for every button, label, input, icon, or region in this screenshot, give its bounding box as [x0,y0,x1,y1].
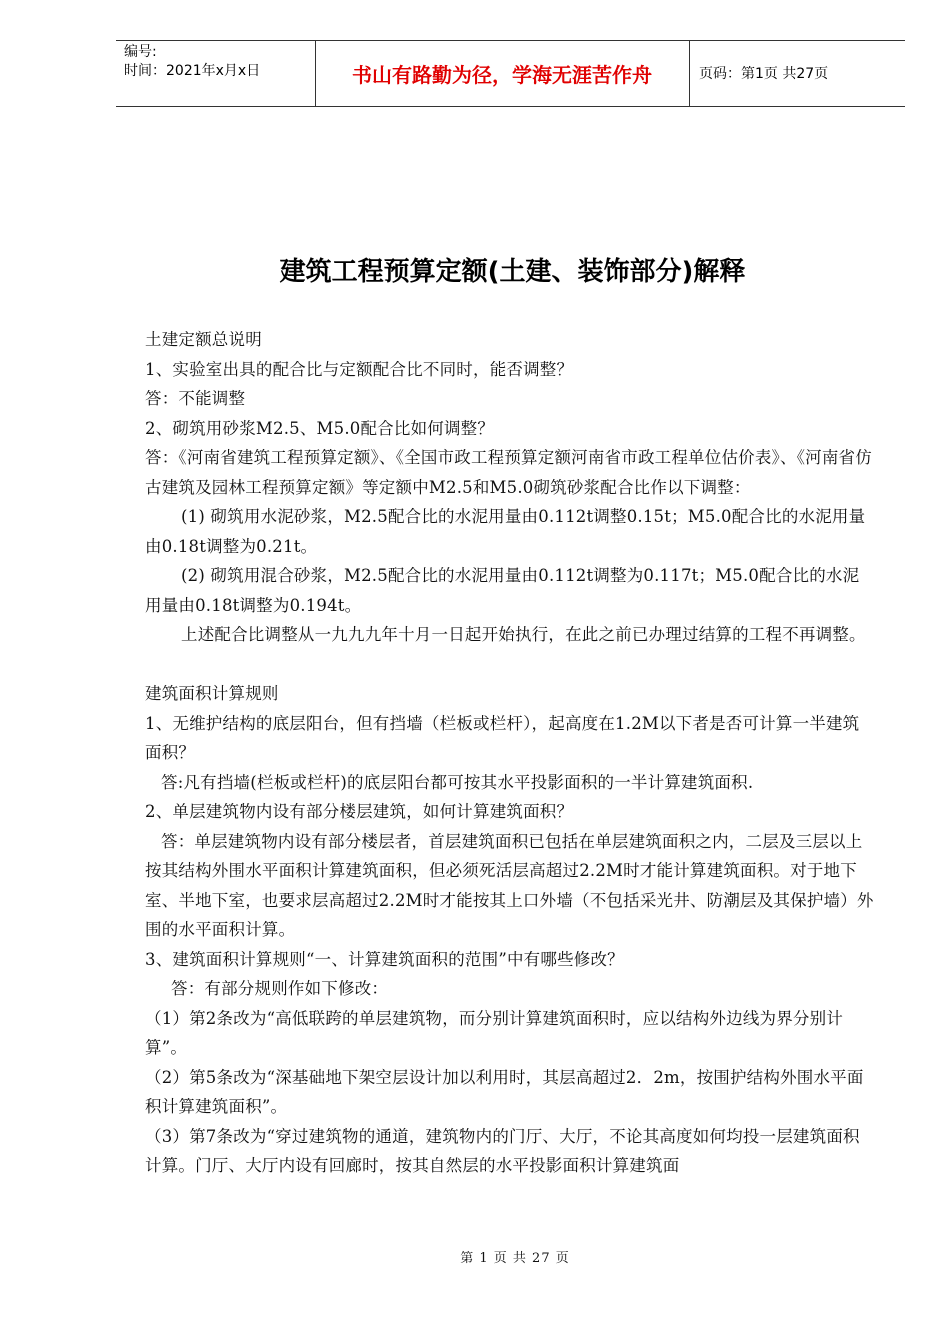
question: 1、实验室出具的配合比与定额配合比不同时，能否调整？ [145,359,574,379]
question: 2、单层建筑物内设有部分楼层建筑，如何计算建筑面积？ [145,802,574,821]
answer: 答:凡有挡墙(栏板或栏杆)的底层阳台都可按其水平投影面积的一半计算建筑面积. [161,772,754,792]
answer-item: （1）第2条改为“高低联跨的单层建筑物，而分别计算建筑面积时，应以结构外边线为界分别计算”。 [145,1008,844,1057]
answer-item: （3）第7条改为“穿过建筑物的通道，建筑物内的门厅、大厅，不论其高度如何均投一层建筑面积计算。门厅、大厅内设有回廊时，按其自然层的水平投影面积计算建筑面 [145,1126,860,1175]
document-body [145,325,875,1181]
section-heading: 土建定额总说明 [145,330,262,349]
header-divider [689,41,690,106]
header-motto: 书山有路勤为径，学海无涯苦作舟 [352,62,652,87]
paragraph-gap [145,650,875,680]
answer: 答：单层建筑物内设有部分楼层者，首层建筑面积已包括在单层建筑面积之内，二层及三层以上按其结构外围水平面积计算建筑面积，但必须死活层高超过2.2M时才能计算建筑面积。对于地下室、半地下室，也要求层高超过2.2M时才能按其上口外墙（不包括采光井、防潮层及其保护墙）外围的水平面积计算。 [145,831,874,939]
question: 2、砌筑用砂浆M2.5、M5.0配合比如何调整？ [145,418,495,438]
header-meta [124,43,314,81]
section-heading: 建筑面积计算规则 [145,684,279,703]
doc-number-label: 编号: [124,44,157,60]
answer-note: 上述配合比调整从一九九九年十月一日起开始执行，在此之前已办理过结算的工程不再调整。 [181,625,866,644]
question: 3、建筑面积计算规则“一、计算建筑面积的范围”中有哪些修改？ [145,949,624,969]
answer-item: （2）第5条改为“深基础地下架空层设计加以利用时，其层高超过2．2m，按围护结构外围水平面积计算建筑面积”。 [145,1067,864,1116]
document-title: 建筑工程预算定额(土建、装饰部分)解释 [279,257,746,287]
answer: 答：《河南省建筑工程预算定额》、《全国市政工程预算定额河南省市政工程单位估价表》、《河南省仿古建筑及园林工程预算定额》等定额中M2.5和M5.0砌筑砂浆配合比作以下调整： [145,448,872,497]
header-page-info: 页码：第1页 共27页 [699,66,829,82]
question: 1、无维护结构的底层阳台，但有挡墙（栏板或栏杆），起高度在1.2M以下者是否可计算一半建筑面积？ [145,713,860,762]
page-header [116,40,905,107]
answer: 答：有部分规则作如下修改： [171,979,389,998]
page-footer: 第 1 页 共 27 页 [460,1251,570,1266]
answer-item: (1) 砌筑用水泥砂浆，M2.5配合比的水泥用量由0.112t调整0.15t；M5.0配合比的水泥用量由0.18t调整为0.21t。 [145,507,866,556]
doc-time-label: 时间：2021年x月x日 [124,63,261,79]
answer-item: (2) 砌筑用混合砂浆，M2.5配合比的水泥用量由0.112t调整为0.117t；M5.0配合比的水泥用量由0.18t调整为0.194t。 [145,566,860,615]
answer: 答：不能调整 [145,389,246,408]
